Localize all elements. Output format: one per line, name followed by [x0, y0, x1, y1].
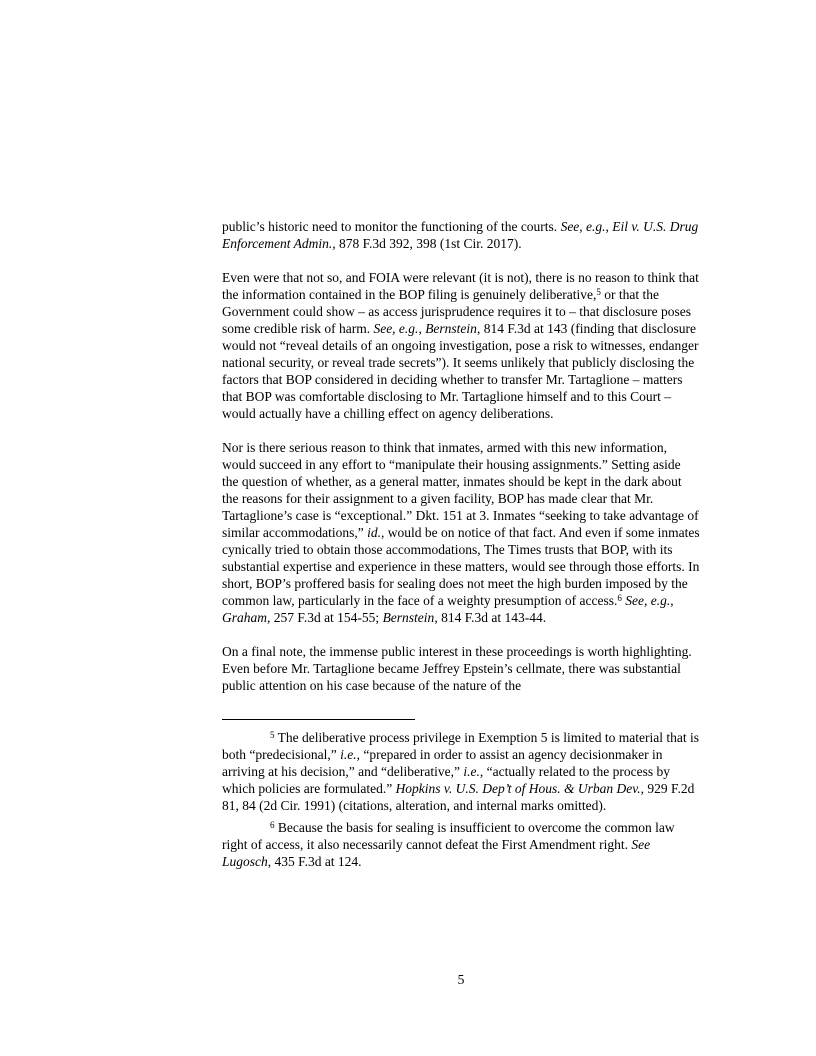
text-run: On a final note, the immense public interest in these proceedings is worth highlighting. Even before Mr. Tartaglione became Jeffrey Epstein’s cellmate, there was substantial public attention on his case because of the nature of the — [222, 644, 692, 693]
footnote-marker: 6 — [617, 592, 622, 603]
text-run: , 814 F.3d at 143-44. — [434, 610, 547, 625]
paragraph-4 — [222, 643, 700, 694]
text-run: public’s historic need to monitor the functioning of the courts. — [222, 219, 561, 234]
text-run: , — [670, 593, 674, 608]
text-run: Nor is there serious reason to think that inmates, armed with this new information, would succeed in any effort to “manipulate their housing assignments.” Setting aside the question of whether, as a general matter, inmates should be kept in the dark about the reasons for their assignment to a given facility, BOP has made clear that Mr. Tartaglione’s case is “exceptional.” Dkt. 151 at 3. Inmates “seeking to take advantage of similar accommodations,” — [222, 440, 699, 540]
body-text — [222, 218, 700, 694]
italic-text-run: See Lugosch — [222, 837, 651, 869]
text-run: The deliberative process privilege in Exemption 5 is limited to material that is both “predecisional,” — [222, 730, 700, 762]
footnote-marker: 6 — [270, 819, 275, 830]
text-run: or that the Government could show – as access jurisprudence requires it to – that disclosure poses some credible risk of harm. — [222, 287, 692, 336]
page-number: 5 — [457, 972, 465, 987]
footnote-5 — [222, 729, 700, 814]
footnote-marker: 5 — [596, 286, 601, 297]
italic-text-run: Eil v. U.S. Drug Enforcement Admin., — [222, 219, 699, 251]
italic-text-run: i.e. — [463, 764, 480, 779]
page-content — [222, 218, 700, 875]
paragraph-1 — [222, 218, 700, 252]
italic-text-run: id. — [367, 525, 381, 540]
text-run: 878 F.3d 392, 398 (1st Cir. 2017). — [335, 236, 522, 251]
paragraph-3 — [222, 439, 700, 626]
italic-text-run: See, e.g. — [373, 321, 419, 336]
text-run: , “prepared in order to assist an agency decisionmaker in arriving at his decision,” and “deliberative,” — [222, 747, 663, 779]
footnote-separator — [222, 719, 415, 720]
text-run: , 257 F.3d at 154-55; — [267, 610, 383, 625]
italic-text-run: See, e.g. — [560, 219, 606, 234]
italic-text-run: See, e.g. — [625, 593, 671, 608]
text-run: , “actually related to the process by which policies are formulated.” — [222, 764, 670, 796]
text-run: Because the basis for sealing is insufficient to overcome the common law right of access, it also necessarily cannot defeat the First Amendment right. — [222, 820, 675, 852]
italic-text-run: Hopkins v. U.S. Dep’t of Hous. & Urban Dev. — [395, 781, 641, 796]
italic-text-run: Graham — [222, 610, 268, 625]
italic-text-run: i.e. — [340, 747, 357, 762]
text-run: , 929 F.2d 81, 84 (2d Cir. 1991) (citations, alteration, and internal marks omitted). — [222, 781, 695, 813]
italic-text-run: Bernstein — [425, 321, 477, 336]
text-run: , — [605, 219, 613, 234]
footnote-6 — [222, 819, 700, 870]
text-run: Even were that not so, and FOIA were relevant (it is not), there is no reason to think that the information contained in the BOP filing is genuinely deliberative, — [222, 270, 699, 302]
paragraph-2 — [222, 269, 700, 422]
text-run: , would be on notice of that fact. And even if some inmates cynically tried to obtain those accommodations, The Times trusts that BOP, with its substantial expertise and experience in these matters, would see through those efforts. In short, BOP’s proffered basis for sealing does not meet the high burden imposed by the common law, particularly in the face of a weighty presumption of access. — [222, 525, 700, 608]
footnotes-section — [222, 729, 700, 870]
footnote-marker: 5 — [270, 729, 275, 740]
text-run: , 814 F.3d at 143 (finding that disclosure would not “reveal details of an ongoing investigation, pose a risk to witnesses, endanger national security, or reveal trade secrets”). It seems unlikely that publicly disclosing the factors that BOP considered in deciding whether to transfer Mr. Tartaglione – matters that BOP was comfortable disclosing to Mr. Tartaglione himself and to this Court – would actually have a chilling effect on agency deliberations. — [222, 321, 699, 421]
text-run: , — [418, 321, 426, 336]
text-run: , 435 F.3d at 124. — [267, 854, 362, 869]
italic-text-run: Bernstein — [382, 610, 435, 625]
